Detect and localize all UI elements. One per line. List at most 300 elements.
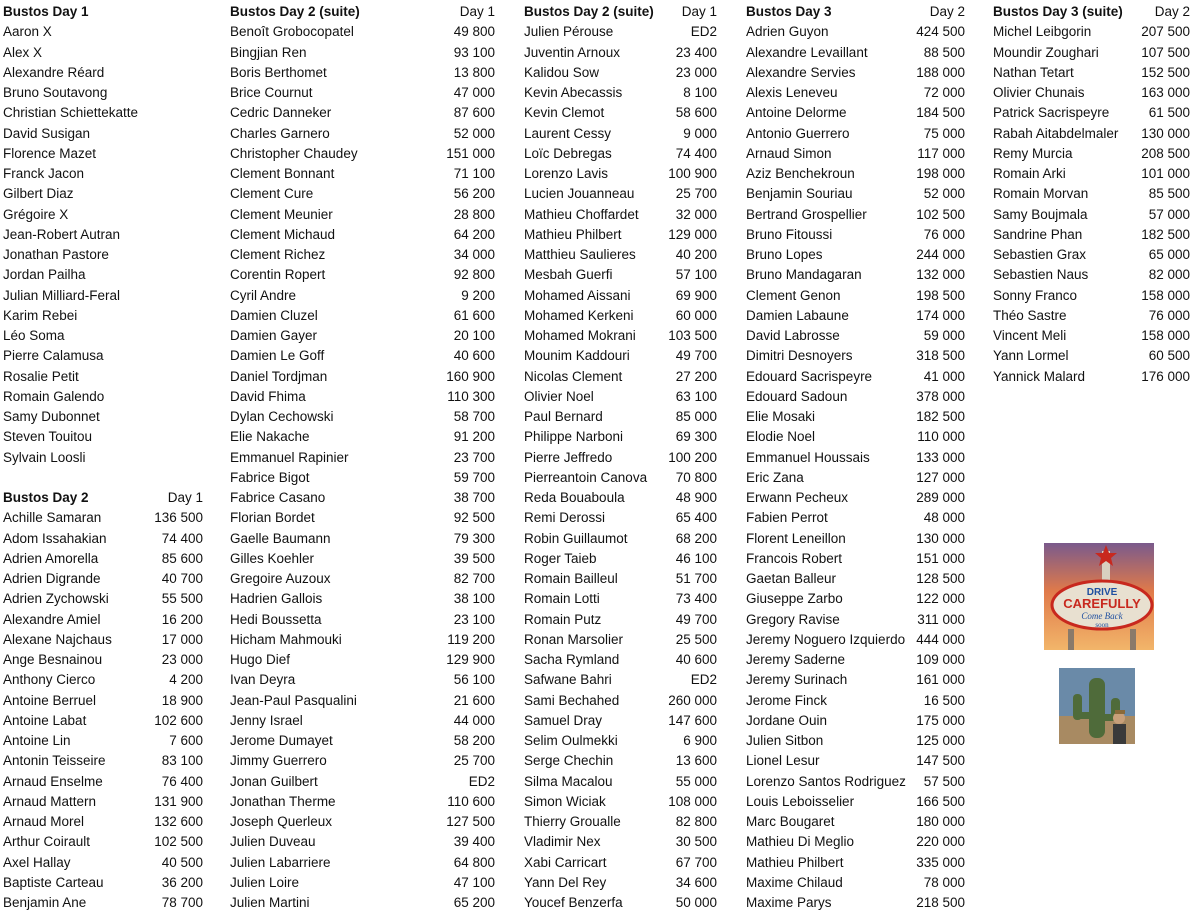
player-name: Pierreantoin Canova xyxy=(524,469,648,485)
player-name: Arnaud Enselme xyxy=(3,773,103,789)
player-row xyxy=(3,853,203,873)
player-name: Jeremy Noguero Izquierdo xyxy=(746,631,906,647)
player-row xyxy=(230,893,495,913)
chip-count: 260 000 xyxy=(668,692,717,708)
player-name: Jonathan Pastore xyxy=(3,247,109,262)
chip-count: 9 000 xyxy=(683,125,717,141)
chip-count: 133 000 xyxy=(916,449,965,465)
player-name: Clement Genon xyxy=(746,287,841,303)
player-name: Silma Macalou xyxy=(524,773,613,789)
chip-count: 128 500 xyxy=(916,571,965,586)
chip-count: 78 000 xyxy=(923,874,965,890)
player-row xyxy=(746,792,965,812)
player-name: Selim Oulmekki xyxy=(524,733,618,748)
player-row xyxy=(3,124,203,144)
chip-count: 23 000 xyxy=(675,64,717,80)
player-row xyxy=(230,43,495,63)
player-name: Christian Schiettekatte xyxy=(3,105,139,121)
player-name: Remy Murcia xyxy=(993,145,1073,161)
player-row xyxy=(230,225,495,245)
player-name: Mathieu Philbert xyxy=(746,854,844,870)
chip-count: 72 000 xyxy=(923,85,965,100)
chip-count: 151 000 xyxy=(916,550,965,566)
player-name: Achille Samaran xyxy=(3,510,102,526)
column-4 xyxy=(746,2,965,913)
player-name: Jeremy Surinach xyxy=(746,672,848,688)
chip-count: 76 000 xyxy=(923,226,965,242)
player-name: Safwane Bahri xyxy=(524,672,612,688)
chip-count: 110 000 xyxy=(917,429,965,445)
player-row xyxy=(746,711,965,731)
chip-count: 102 500 xyxy=(154,834,203,850)
player-row xyxy=(3,22,203,42)
chip-count: 61 600 xyxy=(453,307,495,323)
chip-count: 182 500 xyxy=(1141,226,1190,242)
day-label: Day 1 xyxy=(459,4,495,19)
chip-count: 74 400 xyxy=(161,530,203,546)
player-row xyxy=(524,488,717,508)
player-row xyxy=(746,427,965,447)
player-row xyxy=(993,43,1190,63)
chip-count: 220 000 xyxy=(916,834,965,850)
player-name: Alexandre Amiel xyxy=(3,611,101,627)
player-name: Samy Dubonnet xyxy=(3,409,100,424)
player-row xyxy=(524,893,717,913)
player-name: Hedi Boussetta xyxy=(230,611,322,627)
player-name: Grégoire X xyxy=(3,206,69,222)
player-name: Fabien Perrot xyxy=(746,510,828,526)
player-row xyxy=(230,630,495,650)
player-name: Alexandre Réard xyxy=(3,64,105,80)
chip-count: 87 600 xyxy=(453,105,495,121)
player-name: Alexandre Servies xyxy=(746,64,856,80)
player-name: Axel Hallay xyxy=(3,854,71,870)
player-row xyxy=(230,832,495,852)
section-header xyxy=(746,2,965,22)
player-row xyxy=(746,22,965,42)
chip-count: 27 200 xyxy=(675,368,717,384)
player-row xyxy=(3,549,203,569)
chip-count: 59 000 xyxy=(923,328,965,343)
chip-count: 28 800 xyxy=(453,206,495,222)
section-title: Bustos Day 2 (suite) xyxy=(230,4,360,19)
chip-count: 38 100 xyxy=(453,591,495,607)
chip-count: 40 700 xyxy=(161,571,203,586)
player-name: Yannick Malard xyxy=(993,368,1086,384)
player-row xyxy=(993,22,1190,42)
chip-count: 208 500 xyxy=(1141,145,1190,161)
player-row xyxy=(524,205,717,225)
player-row xyxy=(3,144,203,164)
player-row xyxy=(524,407,717,427)
player-name: Yann Lormel xyxy=(993,348,1069,364)
player-name: Vladimir Nex xyxy=(524,834,601,850)
player-row xyxy=(3,792,203,812)
player-row xyxy=(993,367,1190,387)
player-name: Xabi Carricart xyxy=(524,854,607,870)
player-row xyxy=(524,164,717,184)
player-name: Emmanuel Houssais xyxy=(746,449,870,465)
player-row xyxy=(993,83,1190,103)
chip-count: 108 000 xyxy=(668,793,717,809)
player-name: Arthur Coirault xyxy=(3,834,91,850)
player-name: Antoine Delorme xyxy=(746,105,847,121)
chip-count: 61 500 xyxy=(1148,105,1190,121)
player-row xyxy=(230,610,495,630)
player-row xyxy=(524,529,717,549)
player-row xyxy=(746,124,965,144)
player-name: Jerome Finck xyxy=(746,692,828,708)
player-row xyxy=(524,103,717,123)
chip-count: 207 500 xyxy=(1141,24,1190,40)
chip-count: 56 200 xyxy=(453,186,495,202)
player-row xyxy=(993,286,1190,306)
player-name: Sonny Franco xyxy=(993,287,1078,303)
player-name: Clement Meunier xyxy=(230,206,333,222)
player-name: Julian Milliard-Feral xyxy=(3,287,121,303)
player-name: Charles Garnero xyxy=(230,125,330,141)
player-row xyxy=(993,245,1190,265)
section-header xyxy=(993,2,1190,22)
chip-count: 100 200 xyxy=(668,449,717,465)
chip-count: 100 900 xyxy=(668,166,717,181)
chip-count: 82 800 xyxy=(675,814,717,829)
chip-count: 147 500 xyxy=(916,753,965,769)
chip-count: 56 100 xyxy=(453,672,495,688)
player-name: Kalidou Sow xyxy=(524,64,600,80)
chip-count: 47 100 xyxy=(453,874,495,890)
player-name: Edouard Sacrispeyre xyxy=(746,368,873,384)
player-row xyxy=(3,407,203,427)
player-row xyxy=(3,448,203,468)
player-row xyxy=(524,427,717,447)
chip-count: 92 800 xyxy=(453,267,495,283)
player-name: Joseph Querleux xyxy=(230,814,333,829)
player-row xyxy=(230,346,495,366)
player-name: Simon Wiciak xyxy=(524,793,606,809)
player-name: Juventin Arnoux xyxy=(524,44,621,60)
vegas-sign-image xyxy=(1044,543,1154,650)
player-name: Antoine Labat xyxy=(3,712,87,728)
player-row xyxy=(524,589,717,609)
player-row xyxy=(3,832,203,852)
player-row xyxy=(230,508,495,528)
player-row xyxy=(230,650,495,670)
chip-count: 79 300 xyxy=(453,530,495,546)
player-name: Bertrand Grospellier xyxy=(746,206,867,222)
section-title: Bustos Day 2 (suite) xyxy=(524,4,654,19)
chip-count: 71 100 xyxy=(453,166,495,181)
player-name: Julien Pérouse xyxy=(524,24,614,40)
player-row xyxy=(524,286,717,306)
player-row xyxy=(230,367,495,387)
chip-count: 23 700 xyxy=(453,449,495,465)
player-row xyxy=(746,569,965,589)
player-row xyxy=(746,144,965,164)
player-name: Pierre Jeffredo xyxy=(524,449,613,465)
player-row xyxy=(230,691,495,711)
player-name: Olivier Chunais xyxy=(993,85,1085,100)
player-row xyxy=(3,286,203,306)
day-label: Day 1 xyxy=(167,490,203,505)
player-row xyxy=(3,751,203,771)
player-row xyxy=(524,832,717,852)
chip-count: 36 200 xyxy=(161,874,203,890)
player-row xyxy=(230,184,495,204)
player-name: Jonathan Therme xyxy=(230,793,336,809)
player-name: Arnaud Mattern xyxy=(3,793,97,809)
player-row xyxy=(746,691,965,711)
chip-count: 88 500 xyxy=(923,44,965,60)
chip-count: 58 200 xyxy=(453,733,495,748)
player-name: Bruno Fitoussi xyxy=(746,226,833,242)
column-1 xyxy=(3,2,203,913)
player-name: Dimitri Desnoyers xyxy=(746,348,853,364)
player-name: Jean-Robert Autran xyxy=(3,226,121,242)
player-name: Dylan Cechowski xyxy=(230,409,334,424)
player-name: Baptiste Carteau xyxy=(3,874,104,890)
player-name: Mohamed Kerkeni xyxy=(524,307,634,323)
chip-count: 23 000 xyxy=(161,652,203,667)
player-name: Nathan Tetart xyxy=(993,64,1074,80)
chip-count: 44 000 xyxy=(453,712,495,728)
player-row xyxy=(524,63,717,83)
player-row xyxy=(230,205,495,225)
player-row xyxy=(746,164,965,184)
player-name: Eric Zana xyxy=(746,469,804,485)
vegas-sign-text-2: CAREFULLY xyxy=(1063,596,1141,611)
player-name: Samuel Dray xyxy=(524,712,603,728)
player-name: Clement Cure xyxy=(230,186,314,202)
section-gap xyxy=(3,468,203,488)
player-name: Gaetan Balleur xyxy=(746,571,837,586)
chip-count: 70 800 xyxy=(675,469,717,485)
player-row xyxy=(746,731,965,751)
player-row xyxy=(524,772,717,792)
day-label: Day 2 xyxy=(929,4,965,19)
chip-count: 48 900 xyxy=(675,490,717,505)
column-5 xyxy=(993,2,1190,387)
chip-count: 102 600 xyxy=(154,712,203,728)
player-row xyxy=(524,448,717,468)
chip-count: 40 500 xyxy=(161,854,203,870)
player-name: Gregoire Auzoux xyxy=(230,571,331,586)
player-row xyxy=(746,63,965,83)
player-name: Hicham Mahmouki xyxy=(230,631,342,647)
player-row xyxy=(230,853,495,873)
chip-count: 85 600 xyxy=(161,550,203,566)
player-name: Gaelle Baumann xyxy=(230,530,331,546)
player-name: Jordan Pailha xyxy=(3,267,86,283)
player-row xyxy=(230,468,495,488)
player-row xyxy=(3,812,203,832)
player-name: Fabrice Casano xyxy=(230,490,326,505)
player-name: Steven Touitou xyxy=(3,429,93,445)
player-row xyxy=(524,630,717,650)
player-name: Lorenzo Santos Rodriguez xyxy=(746,773,906,789)
player-row xyxy=(746,650,965,670)
chip-count: 68 200 xyxy=(675,530,717,546)
player-name: Clement Bonnant xyxy=(230,166,335,181)
player-row xyxy=(746,893,965,913)
player-row xyxy=(230,772,495,792)
chip-count: 47 000 xyxy=(453,85,495,100)
player-row xyxy=(230,731,495,751)
section-header xyxy=(3,2,203,22)
chip-count: 23 100 xyxy=(453,611,495,627)
chip-count: 335 000 xyxy=(916,854,965,870)
player-name: Fabrice Bigot xyxy=(230,469,310,485)
player-row xyxy=(524,792,717,812)
player-name: Nicolas Clement xyxy=(524,368,623,384)
player-row xyxy=(524,144,717,164)
player-row xyxy=(993,144,1190,164)
player-name: Lionel Lesur xyxy=(746,753,820,769)
player-row xyxy=(524,468,717,488)
player-row xyxy=(746,468,965,488)
player-name: Moundir Zoughari xyxy=(993,44,1099,60)
player-row xyxy=(230,103,495,123)
player-name: Florence Mazet xyxy=(3,145,97,161)
player-row xyxy=(230,63,495,83)
player-row xyxy=(746,610,965,630)
player-row xyxy=(230,751,495,771)
player-row xyxy=(993,103,1190,123)
player-row xyxy=(230,792,495,812)
player-row xyxy=(524,245,717,265)
player-row xyxy=(524,184,717,204)
player-row xyxy=(746,407,965,427)
player-row xyxy=(3,873,203,893)
player-name: Rabah Aitabdelmaler xyxy=(993,125,1119,141)
day-label: Day 1 xyxy=(681,4,717,19)
chip-count: 289 000 xyxy=(916,490,965,505)
player-row xyxy=(3,650,203,670)
player-name: Michel Leibgorin xyxy=(993,24,1092,40)
player-row xyxy=(746,448,965,468)
player-row xyxy=(524,569,717,589)
player-row xyxy=(746,873,965,893)
chip-count: 40 600 xyxy=(453,348,495,364)
chip-count: 78 700 xyxy=(161,895,203,910)
chip-count: 25 700 xyxy=(453,753,495,769)
player-name: Alex X xyxy=(3,44,43,60)
player-row xyxy=(230,529,495,549)
player-row xyxy=(3,184,203,204)
player-name: Benoît Grobocopatel xyxy=(230,24,354,40)
player-name: Rosalie Petit xyxy=(3,368,79,384)
player-row xyxy=(3,265,203,285)
player-row xyxy=(3,387,203,407)
player-name: Brice Cournut xyxy=(230,85,313,100)
chip-count: 64 200 xyxy=(453,226,495,242)
player-row xyxy=(3,731,203,751)
player-name: Romain Galendo xyxy=(3,388,105,404)
player-row xyxy=(3,711,203,731)
player-row xyxy=(993,205,1190,225)
chip-count: 40 600 xyxy=(675,652,717,667)
chip-count: 75 000 xyxy=(923,125,965,141)
chip-count: 4 200 xyxy=(169,672,203,688)
player-row xyxy=(3,610,203,630)
chip-count: 175 000 xyxy=(916,712,965,728)
chip-count: 51 700 xyxy=(675,571,717,586)
player-name: Lucien Jouanneau xyxy=(524,186,635,202)
player-row xyxy=(746,205,965,225)
player-row xyxy=(993,265,1190,285)
player-row xyxy=(993,326,1190,346)
player-row xyxy=(524,812,717,832)
player-row xyxy=(230,873,495,893)
player-name: Mohamed Mokrani xyxy=(524,328,636,343)
player-name: Jonan Guilbert xyxy=(230,773,318,789)
player-name: Franck Jacon xyxy=(3,166,85,181)
chip-count: 218 500 xyxy=(916,895,965,910)
chip-count: 180 000 xyxy=(916,814,965,829)
player-name: Reda Bouaboula xyxy=(524,490,625,505)
chip-count: 52 000 xyxy=(453,125,495,141)
chip-count: 57 500 xyxy=(923,773,965,789)
player-row xyxy=(524,691,717,711)
player-row xyxy=(230,83,495,103)
section-title: Bustos Day 3 (suite) xyxy=(993,4,1123,19)
chip-count: 69 300 xyxy=(675,429,717,445)
player-name: Maxime Chilaud xyxy=(746,874,843,890)
player-row xyxy=(746,83,965,103)
chip-count: 152 500 xyxy=(1141,64,1190,80)
chip-count: 136 500 xyxy=(154,510,203,526)
player-row xyxy=(3,772,203,792)
chip-count: 131 900 xyxy=(154,793,203,809)
chip-count: 151 000 xyxy=(446,145,495,161)
player-row xyxy=(3,427,203,447)
player-row xyxy=(746,43,965,63)
player-row xyxy=(3,346,203,366)
player-name: Sami Bechahed xyxy=(524,692,620,708)
chip-count: ED2 xyxy=(468,773,495,789)
player-name: Ronan Marsolier xyxy=(524,631,624,647)
player-row xyxy=(524,853,717,873)
chip-count: 58 600 xyxy=(675,105,717,121)
chip-count: 74 400 xyxy=(675,145,717,161)
player-name: Antoine Lin xyxy=(3,733,71,748)
chip-count: 378 000 xyxy=(916,388,965,404)
player-name: Aziz Benchekroun xyxy=(746,166,855,181)
chip-count: 101 000 xyxy=(1141,166,1190,181)
player-row xyxy=(524,124,717,144)
player-name: Anthony Cierco xyxy=(3,672,96,688)
player-name: Ivan Deyra xyxy=(230,672,296,688)
chip-count: 85 500 xyxy=(1148,186,1190,202)
cactus-photo xyxy=(1059,668,1135,744)
chip-count: 198 000 xyxy=(916,166,965,181)
player-name: Corentin Ropert xyxy=(230,267,326,283)
vegas-sign-text-1: DRIVE xyxy=(1086,587,1118,598)
player-name: Marc Bougaret xyxy=(746,814,835,829)
player-name: Mathieu Choffardet xyxy=(524,206,639,222)
chip-count: 57 100 xyxy=(675,267,717,283)
chip-count: 311 000 xyxy=(917,611,965,627)
player-row xyxy=(746,265,965,285)
player-row xyxy=(3,103,203,123)
chip-count: 60 000 xyxy=(675,307,717,323)
player-name: Jerome Dumayet xyxy=(230,733,333,748)
section-title: Bustos Day 2 xyxy=(3,490,89,505)
chip-count: 85 000 xyxy=(675,409,717,424)
player-row xyxy=(230,144,495,164)
player-row xyxy=(3,691,203,711)
player-name: Mohamed Aissani xyxy=(524,287,631,303)
